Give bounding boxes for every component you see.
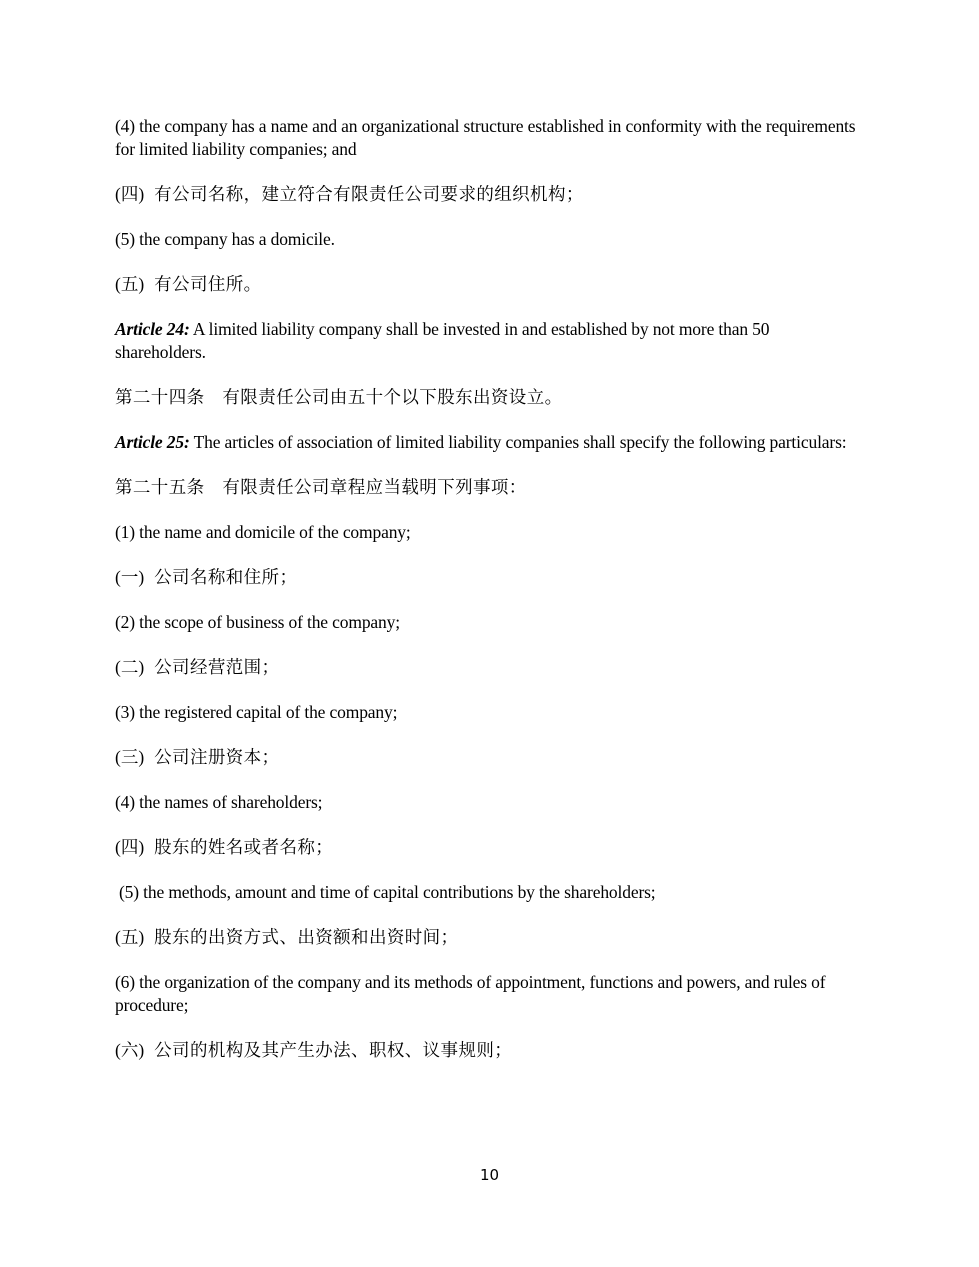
article-25-en <box>115 431 860 454</box>
item-6-en: (6) the organization of the company and its methods of appointment, functions and powers, and rules of procedure; <box>115 972 826 1015</box>
item-1-zh <box>115 566 860 589</box>
item-number: (五) <box>115 927 145 947</box>
clause-number: (四) <box>115 184 145 204</box>
item-2-en: (2) the scope of business of the company; <box>115 612 400 632</box>
clause-5-zh <box>115 273 860 296</box>
page-number: 10 <box>479 1166 500 1184</box>
article-24-label: Article 24: <box>115 319 190 339</box>
item-number: (六) <box>115 1040 145 1060</box>
clause-4-zh <box>115 183 860 206</box>
item-text: 股东的姓名或者名称； <box>154 837 334 857</box>
item-2-zh <box>115 656 860 679</box>
clause-4-en: (4) the company has a name and an organizational structure established in conformity with the requirements for limited liability companies; and <box>115 116 856 159</box>
item-text: 公司名称和住所； <box>154 567 298 587</box>
item-number: (二) <box>115 657 145 677</box>
article-25-text: The articles of association of limited liability companies shall specify the following particulars: <box>189 432 847 452</box>
item-text: 公司的机构及其产生办法、职权、议事规则； <box>154 1040 513 1060</box>
item-5-en: (5) the methods, amount and time of capital contributions by the shareholders; <box>119 882 656 902</box>
item-number: (四) <box>115 837 145 857</box>
article-24-text: A limited liability company shall be invested in and established by not more than 50 shareholders. <box>115 319 770 362</box>
item-text: 股东的出资方式、出资额和出资时间； <box>154 927 459 947</box>
item-6-zh <box>115 1039 860 1062</box>
item-5-zh <box>115 926 860 949</box>
item-4-en: (4) the names of shareholders; <box>115 792 323 812</box>
article-25-label: Article 25: <box>115 432 190 452</box>
article-25-zh: 第二十五条 有限责任公司章程应当载明下列事项： <box>115 477 527 497</box>
clause-text: 有公司住所。 <box>154 274 262 294</box>
clause-text: 有公司名称，建立符合有限责任公司要求的组织机构； <box>154 184 584 204</box>
clause-number: (五) <box>115 274 145 294</box>
article-24-en <box>115 318 860 364</box>
item-4-zh <box>115 836 860 859</box>
clause-5-en: (5) the company has a domicile. <box>115 229 335 249</box>
item-1-en: (1) the name and domicile of the company; <box>115 522 411 542</box>
item-number: (一) <box>115 567 145 587</box>
item-3-en: (3) the registered capital of the company; <box>115 702 398 722</box>
item-3-zh <box>115 746 860 769</box>
item-text: 公司注册资本； <box>154 747 280 767</box>
document-body <box>115 115 860 1084</box>
item-text: 公司经营范围； <box>154 657 280 677</box>
article-24-zh: 第二十四条 有限责任公司由五十个以下股东出资设立。 <box>115 387 563 407</box>
item-number: (三) <box>115 747 145 767</box>
